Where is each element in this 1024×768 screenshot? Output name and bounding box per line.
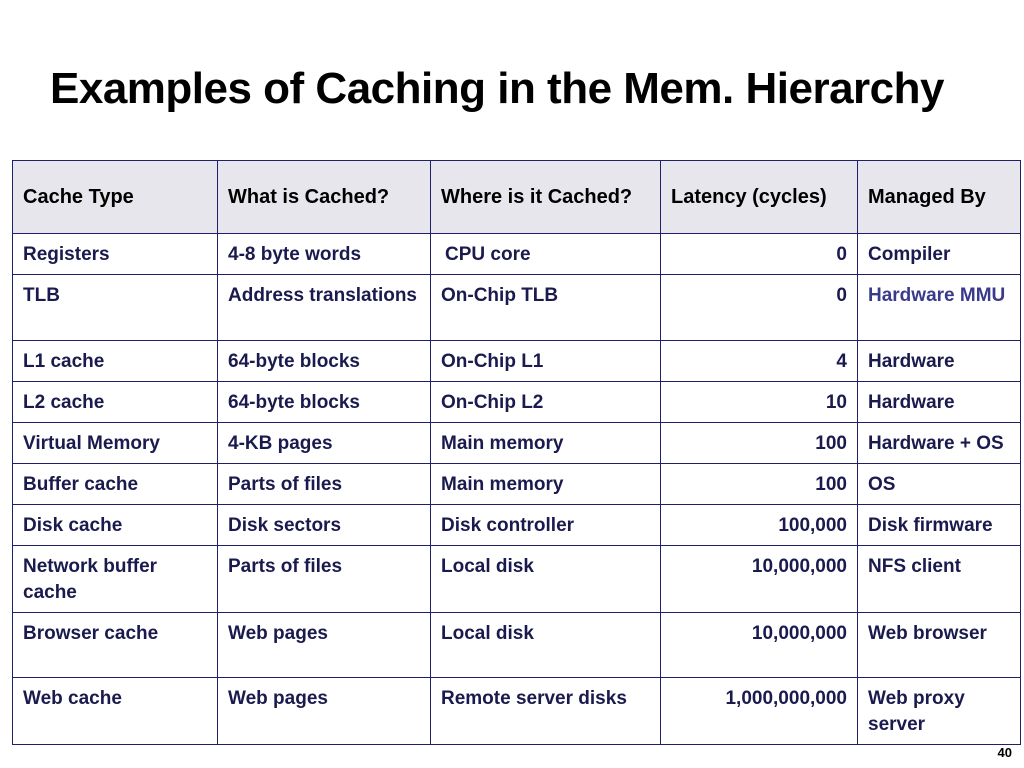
header-what-is-cached: What is Cached? bbox=[218, 161, 431, 234]
cell-latency: 0 bbox=[661, 275, 858, 341]
cell-what-is-cached: Web pages bbox=[218, 678, 431, 745]
cell-latency: 10 bbox=[661, 382, 858, 423]
cell-what-is-cached: 64-byte blocks bbox=[218, 382, 431, 423]
cell-managed-by: Hardware bbox=[858, 341, 1021, 382]
cell-what-is-cached: Web pages bbox=[218, 613, 431, 678]
table-row bbox=[13, 423, 1021, 464]
cell-what-is-cached: Parts of files bbox=[218, 464, 431, 505]
cell-latency: 4 bbox=[661, 341, 858, 382]
header-where-is-it-cached: Where is it Cached? bbox=[431, 161, 661, 234]
cell-what-is-cached: 4-KB pages bbox=[218, 423, 431, 464]
cell-cache-type: Buffer cache bbox=[13, 464, 218, 505]
table-row bbox=[13, 341, 1021, 382]
cell-latency: 100,000 bbox=[661, 505, 858, 546]
cell-managed-by: Hardware + OS bbox=[858, 423, 1021, 464]
table-row bbox=[13, 275, 1021, 341]
cell-where-cached: Main memory bbox=[431, 423, 661, 464]
cell-latency: 0 bbox=[661, 234, 858, 275]
cell-cache-type: Browser cache bbox=[13, 613, 218, 678]
table-row bbox=[13, 546, 1021, 613]
caching-table bbox=[12, 160, 1021, 745]
cell-where-cached: Main memory bbox=[431, 464, 661, 505]
header-cache-type: Cache Type bbox=[13, 161, 218, 234]
table-row bbox=[13, 613, 1021, 678]
cell-managed-by: NFS client bbox=[858, 546, 1021, 613]
header-managed-by: Managed By bbox=[858, 161, 1021, 234]
cell-where-cached: CPU core bbox=[431, 234, 661, 275]
table-row bbox=[13, 234, 1021, 275]
cell-where-cached: On-Chip L2 bbox=[431, 382, 661, 423]
cell-where-cached: Local disk bbox=[431, 546, 661, 613]
caching-table-container bbox=[12, 160, 1020, 745]
cell-managed-by: Disk firmware bbox=[858, 505, 1021, 546]
cell-managed-by: Compiler bbox=[858, 234, 1021, 275]
slide-title: Examples of Caching in the Mem. Hierarchy bbox=[50, 64, 944, 113]
cell-latency: 100 bbox=[661, 464, 858, 505]
cell-what-is-cached: Parts of files bbox=[218, 546, 431, 613]
table-header-row bbox=[13, 161, 1021, 234]
cell-managed-by: Web browser bbox=[858, 613, 1021, 678]
table-row bbox=[13, 382, 1021, 423]
cell-cache-type: L2 cache bbox=[13, 382, 218, 423]
cell-latency: 10,000,000 bbox=[661, 613, 858, 678]
cell-latency: 100 bbox=[661, 423, 858, 464]
cell-managed-by: Hardware bbox=[858, 382, 1021, 423]
cell-cache-type: Network buffer cache bbox=[13, 546, 218, 613]
page-number: 40 bbox=[997, 745, 1012, 760]
cell-what-is-cached: Disk sectors bbox=[218, 505, 431, 546]
cell-managed-by: OS bbox=[858, 464, 1021, 505]
cell-where-cached: On-Chip L1 bbox=[431, 341, 661, 382]
cell-managed-by: Hardware MMU bbox=[858, 275, 1021, 341]
cell-cache-type: Web cache bbox=[13, 678, 218, 745]
cell-latency: 1,000,000,000 bbox=[661, 678, 858, 745]
cell-latency: 10,000,000 bbox=[661, 546, 858, 613]
cell-cache-type: Virtual Memory bbox=[13, 423, 218, 464]
cell-where-cached: On-Chip TLB bbox=[431, 275, 661, 341]
cell-where-cached: Remote server disks bbox=[431, 678, 661, 745]
table-row bbox=[13, 464, 1021, 505]
cell-cache-type: Registers bbox=[13, 234, 218, 275]
header-latency: Latency (cycles) bbox=[661, 161, 858, 234]
cell-cache-type: Disk cache bbox=[13, 505, 218, 546]
table-row bbox=[13, 505, 1021, 546]
cell-where-cached: Local disk bbox=[431, 613, 661, 678]
cell-where-cached: Disk controller bbox=[431, 505, 661, 546]
cell-what-is-cached: 4-8 byte words bbox=[218, 234, 431, 275]
cell-what-is-cached: Address translations bbox=[218, 275, 431, 341]
cell-cache-type: L1 cache bbox=[13, 341, 218, 382]
table-row bbox=[13, 678, 1021, 745]
cell-what-is-cached: 64-byte blocks bbox=[218, 341, 431, 382]
cell-cache-type: TLB bbox=[13, 275, 218, 341]
cell-managed-by: Web proxy server bbox=[858, 678, 1021, 745]
